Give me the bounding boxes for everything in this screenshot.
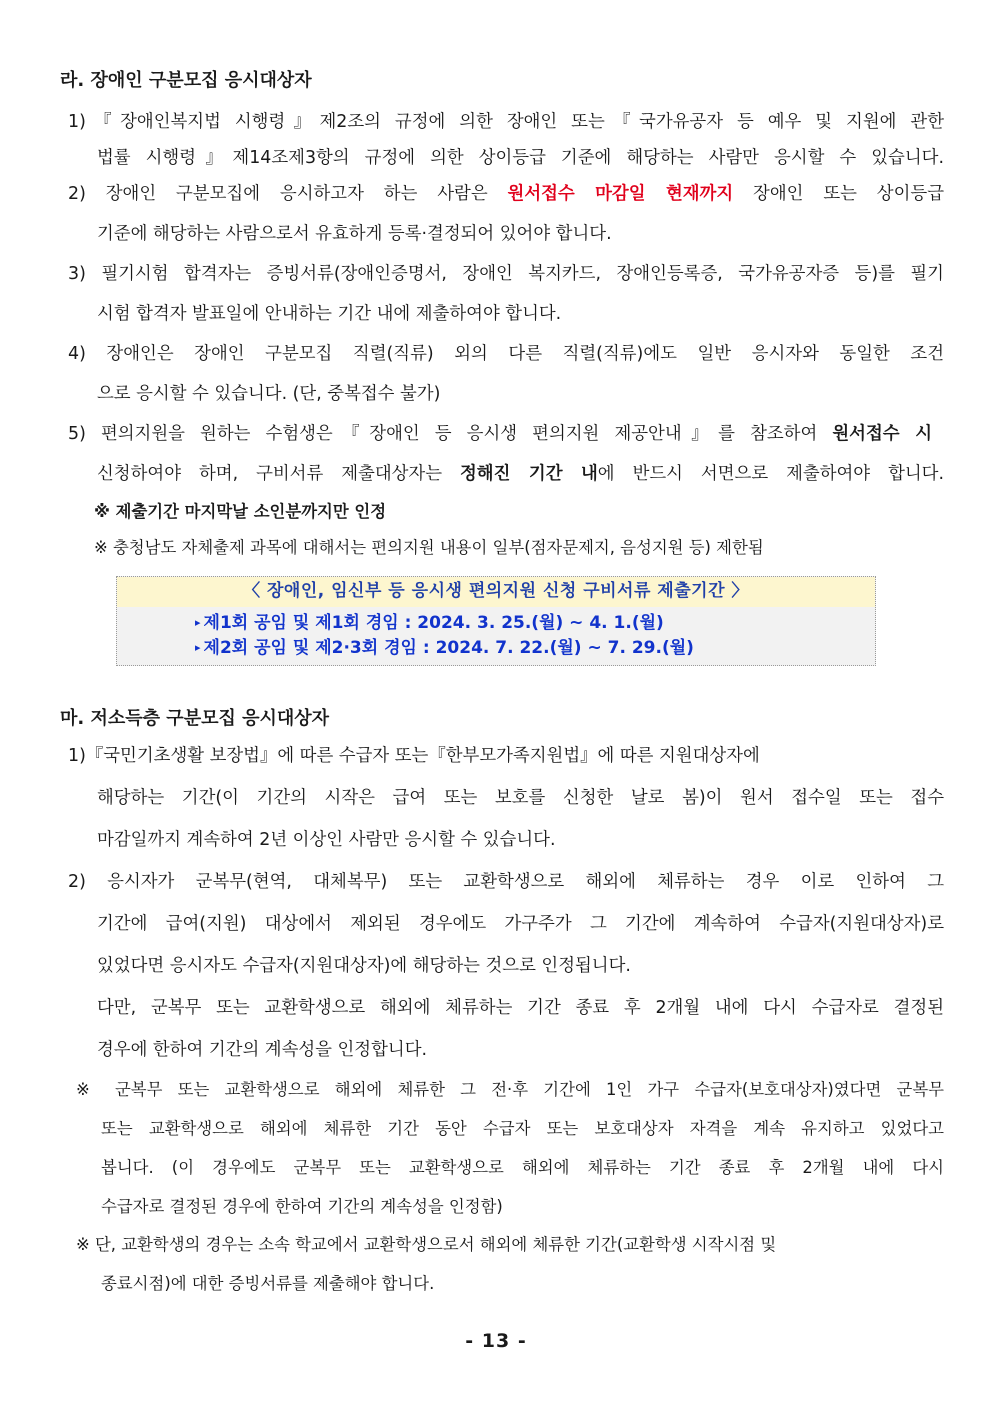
ma-note2-line1: ※ 단, 교환학생의 경우는 소속 학교에서 교환학생으로서 해외에 체류한 기간(교환학생 시작시점 및 bbox=[76, 1235, 777, 1254]
la-item1-line2: 법률 시행령』제14조제3항의 규정에 의한 상이등급 기준에 해당하는 사람만 응시할 수 있습니다. bbox=[97, 148, 944, 168]
ma-item2-line3: 있었다면 응시자도 수급자(지원대상자)에 해당하는 것으로 인정됩니다. bbox=[97, 956, 631, 976]
ma-note1-line1: ※ 군복무 또는 교환학생으로 해외에 체류한 그 전·후 기간에 1인 가구 수급자(보호대상자)였다면 군복무 bbox=[76, 1080, 944, 1099]
la-item5-bold-2: 정해진 기간 내 bbox=[460, 464, 598, 484]
ma-item1-line1: 1)『국민기초생활 보장법』에 따른 수급자 또는『한부모가족지원법』에 따른 지원대상자에 bbox=[68, 746, 760, 766]
ma-note1-line2: 또는 교환학생으로 해외에 체류한 기간 동안 수급자 또는 보호대상자 자격을 계속 유지하고 있었다고 bbox=[101, 1119, 944, 1138]
support-period-item-2-text: 제2회 공임 및 제2·3회 경임 : 2024. 7. 22.(월) ~ 7. 29.(월) bbox=[203, 638, 694, 658]
section-ma-heading: 마. 저소득층 구분모집 응시대상자 bbox=[60, 708, 330, 729]
la-item2-highlight: 원서접수 마감일 현재까지 bbox=[507, 184, 734, 204]
ma-note2-line2: 종료시점)에 대한 증빙서류를 제출해야 합니다. bbox=[101, 1274, 435, 1293]
la-item3-line1: 3) 필기시험 합격자는 증빙서류(장애인증명서, 장애인 복지카드, 장애인등록증, 국가유공자증 등)를 필기 bbox=[68, 264, 944, 284]
la-note1: ※ 제출기간 마지막날 소인분까지만 인정 bbox=[94, 502, 387, 521]
ma-note1-line4: 수급자로 결정된 경우에 한하여 기간의 계속성을 인정함) bbox=[101, 1197, 503, 1216]
la-item5-line2 bbox=[97, 462, 944, 486]
la-item5-line2-post: 에 반드시 서면으로 제출하여야 합니다. bbox=[597, 464, 944, 484]
support-period-item-1 bbox=[195, 612, 664, 634]
triangle-bullet-icon: ▸ bbox=[195, 616, 201, 629]
ma-item2-line4: 다만, 군복무 또는 교환학생으로 해외에 체류하는 기간 종료 후 2개월 내에 다시 수급자로 결정된 bbox=[97, 998, 944, 1018]
la-item2-text-post: 장애인 또는 상이등급 bbox=[733, 184, 944, 204]
la-item3-line2: 시험 합격자 발표일에 안내하는 기간 내에 제출하여야 합니다. bbox=[97, 304, 562, 324]
la-item2-text-pre: 2) 장애인 구분모집에 응시하고자 하는 사람은 bbox=[68, 184, 508, 204]
la-item5-bold-1: 원서접수 시 bbox=[832, 424, 932, 444]
la-item2-line2: 기준에 해당하는 사람으로서 유효하게 등록·결정되어 있어야 합니다. bbox=[97, 224, 612, 244]
support-period-box-title: 〈 장애인, 임신부 등 응시생 편의지원 신청 구비서류 제출기간 〉 bbox=[117, 577, 875, 607]
ma-item2-line1: 2) 응시자가 군복무(현역, 대체복무) 또는 교환학생으로 해외에 체류하는 경우 이로 인하여 그 bbox=[68, 872, 944, 892]
ma-item2-line2: 기간에 급여(지원) 대상에서 제외된 경우에도 가구주가 그 기간에 계속하여 수급자(지원대상자)로 bbox=[97, 914, 944, 934]
la-item4-line2: 으로 응시할 수 있습니다. (단, 중복접수 불가) bbox=[97, 384, 441, 404]
la-item5-text-pre: 5) 편의지원을 원하는 수험생은『장애인 등 응시생 편의지원 제공안내』를 참조하여 bbox=[68, 424, 833, 444]
ma-item1-line2: 해당하는 기간(이 기간의 시작은 급여 또는 보호를 신청한 날로 봄)이 원서 접수일 또는 접수 bbox=[97, 788, 944, 808]
la-item4-line1: 4) 장애인은 장애인 구분모집 직렬(직류) 외의 다른 직렬(직류)에도 일반 응시자와 동일한 조건 bbox=[68, 344, 944, 364]
page-number: - 13 - bbox=[465, 1330, 527, 1352]
ma-note1-line3: 봅니다. (이 경우에도 군복무 또는 교환학생으로 해외에 체류하는 기간 종료 후 2개월 내에 다시 bbox=[101, 1158, 944, 1177]
ma-item2-line5: 경우에 한하여 기간의 계속성을 인정합니다. bbox=[97, 1040, 428, 1060]
support-period-item-1-text: 제1회 공임 및 제1회 경임 : 2024. 3. 25.(월) ~ 4. 1.(월) bbox=[203, 613, 664, 633]
la-item2-line1 bbox=[68, 182, 944, 206]
la-note2: ※ 충청남도 자체출제 과목에 대해서는 편의지원 내용이 일부(점자문제지, 음성지원 등) 제한됨 bbox=[94, 538, 764, 557]
section-la-heading: 라. 장애인 구분모집 응시대상자 bbox=[60, 70, 312, 91]
la-item1-line1: 1)『장애인복지법 시행령』제2조의 규정에 의한 장애인 또는『국가유공자 등 예우 및 지원에 관한 bbox=[68, 112, 944, 132]
la-item5-line2-pre: 신청하여야 하며, 구비서류 제출대상자는 bbox=[97, 464, 460, 484]
ma-item1-line3: 마감일까지 계속하여 2년 이상인 사람만 응시할 수 있습니다. bbox=[97, 830, 556, 850]
support-period-item-2 bbox=[195, 637, 694, 659]
triangle-bullet-icon: ▸ bbox=[195, 641, 201, 654]
la-item5-line1 bbox=[68, 422, 932, 446]
support-period-box bbox=[116, 576, 876, 666]
